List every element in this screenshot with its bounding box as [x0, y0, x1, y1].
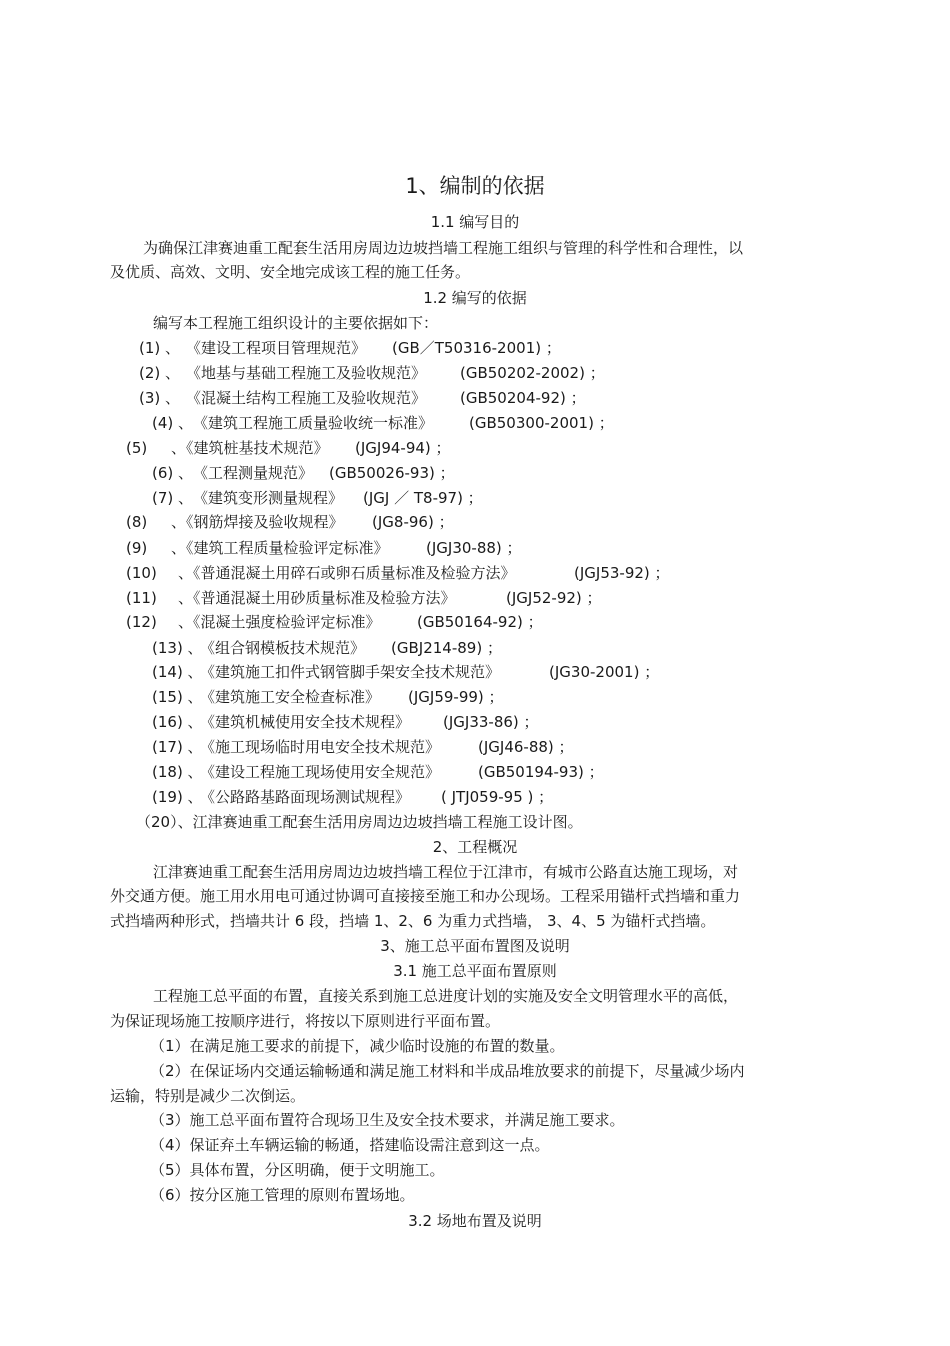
reference-title: 、《钢筋焊接及验收规程》: [171, 513, 344, 531]
reference-number: (11): [126, 589, 157, 607]
reference-title: 《建筑施工扣件式钢管脚手架安全技术规范》: [200, 663, 501, 681]
reference-code: (GB50026-93) ；: [329, 464, 455, 482]
purpose-line-2: 及优质、高效、文明、安全地完成该工程的施工任务。: [110, 263, 471, 281]
overview-line-2: 外交通方便。施工用水用电可通过协调可直接接至施工和办公现场。工程采用锚杆式挡墙和重力: [110, 887, 741, 905]
reference-code: (JG8-96) ；: [372, 513, 454, 531]
reference-code: (JGJ33-86) ；: [443, 713, 539, 731]
principle-item-continued: 运输，特别是减少二次倒运。: [110, 1087, 306, 1105]
reference-number: (9): [126, 539, 148, 557]
reference-code: (JGJ ／ T8-97) ；: [363, 489, 483, 507]
principle-item: （2）在保证场内交通运输畅通和满足施工材料和半成品堆放要求的前提下，尽量减少场内: [150, 1062, 745, 1080]
reference-code: (JGJ94-94) ；: [355, 439, 451, 457]
reference-title: 《建筑机械使用安全技术规程》: [200, 713, 411, 731]
layout-intro-line-1: 工程施工总平面的布置，直接关系到施工总进度计划的实施及安全文明管理水平的高低，: [153, 987, 739, 1005]
reference-code: (JGJ46-88) ；: [478, 738, 574, 756]
reference-number: (14) 、: [152, 663, 203, 681]
reference-code: (GB50202-2002) ；: [460, 364, 605, 382]
heading-2: 2、工程概况: [432, 838, 518, 856]
reference-number: (3) 、: [139, 389, 181, 407]
principle-item: （3）施工总平面布置符合现场卫生及安全技术要求，并满足施工要求。: [150, 1111, 625, 1129]
section-1-1-title: 1.1 编写目的: [430, 213, 520, 231]
reference-code: (GB50300-2001) ；: [469, 414, 614, 432]
principle-item: （4）保证弃土车辆运输的畅通，搭建临设需注意到这一点。: [150, 1136, 550, 1154]
reference-code: (JG30-2001) ；: [549, 663, 660, 681]
reference-title: 《建筑施工安全检查标准》: [200, 688, 381, 706]
reference-number: (5): [126, 439, 148, 457]
reference-item-20: （20）、江津赛迪重工配套生活用房周边边坡挡墙工程施工设计图。: [136, 813, 583, 831]
reference-code: (GB50194-93) ；: [478, 763, 604, 781]
reference-number: (10): [126, 564, 157, 582]
reference-code: (GBJ214-89) ；: [391, 639, 502, 657]
reference-title: 《建筑工程施工质量验收统一标准》: [193, 414, 434, 432]
reference-number: (1) 、: [139, 339, 181, 357]
reference-title: 《公路路基路面现场测试规程》: [200, 788, 411, 806]
layout-intro-line-2: 为保证现场施工按顺序进行，将按以下原则进行平面布置。: [110, 1012, 501, 1030]
reference-title: 、《普通混凝土用碎石或卵石质量标准及检验方法》: [178, 564, 516, 582]
reference-number: (7) 、: [152, 489, 194, 507]
reference-code: (JGJ52-92) ；: [506, 589, 602, 607]
heading-1: 1、编制的依据: [405, 174, 545, 198]
reference-code: (GB／T50316-2001) ；: [392, 339, 561, 357]
reference-title: 、《建筑工程质量检验评定标准》: [171, 539, 389, 557]
reference-title: 、《普通混凝土用砂质量标准及检验方法》: [178, 589, 456, 607]
heading-3: 3、施工总平面布置图及说明: [380, 937, 570, 955]
reference-number: (13) 、: [152, 639, 203, 657]
reference-code: (GB50164-92) ；: [417, 613, 543, 631]
reference-number: (17) 、: [152, 738, 203, 756]
reference-title: 、《混凝土强度检验评定标准》: [178, 613, 381, 631]
reference-number: (4) 、: [152, 414, 194, 432]
section-1-2-title: 1.2 编写的依据: [423, 289, 527, 307]
reference-title: 《建设工程项目管理规范》: [186, 339, 367, 357]
principle-item: （5）具体布置，分区明确，便于文明施工。: [150, 1161, 445, 1179]
reference-title: 《工程测量规范》: [193, 464, 314, 482]
reference-code: (JGJ30-88) ；: [426, 539, 522, 557]
basis-intro: 编写本工程施工组织设计的主要依据如下：: [153, 314, 439, 332]
reference-title: 《地基与基础工程施工及验收规范》: [186, 364, 427, 382]
principle-item: （1）在满足施工要求的前提下，减少临时设施的布置的数量。: [150, 1037, 565, 1055]
reference-title: 《混凝土结构工程施工及验收规范》: [186, 389, 427, 407]
principle-item: （6）按分区施工管理的原则布置场地。: [150, 1186, 415, 1204]
purpose-line-1: 为确保江津赛迪重工配套生活用房周边边坡挡墙工程施工组织与管理的科学性和合理性，以: [143, 239, 744, 257]
reference-code: (JGJ59-99) ；: [408, 688, 504, 706]
reference-code: (GB50204-92) ；: [460, 389, 586, 407]
reference-title: 《施工现场临时用电安全技术规范》: [200, 738, 441, 756]
reference-title: 《组合钢模板技术规范》: [200, 639, 366, 657]
reference-title: 《建筑变形测量规程》: [193, 489, 344, 507]
reference-number: (19) 、: [152, 788, 203, 806]
reference-code: ( JTJ059-95 ) ；: [441, 788, 554, 806]
reference-number: (8): [126, 513, 148, 531]
reference-number: (6) 、: [152, 464, 194, 482]
reference-number: (12): [126, 613, 157, 631]
overview-line-1: 江津赛迪重工配套生活用房周边边坡挡墙工程位于江津市，有城市公路直达施工现场，对: [153, 863, 739, 881]
section-3-1-title: 3.1 施工总平面布置原则: [393, 962, 557, 980]
section-3-2-title: 3.2 场地布置及说明: [408, 1212, 542, 1230]
reference-number: (16) 、: [152, 713, 203, 731]
reference-title: 《建设工程施工现场使用安全规范》: [200, 763, 441, 781]
overview-line-3: 式挡墙两种形式，挡墙共计 6 段，挡墙 1、2、6 为重力式挡墙， 3、4、5 为锚杆式挡墙。: [110, 912, 716, 930]
reference-code: (JGJ53-92) ；: [574, 564, 670, 582]
reference-title: 、《建筑桩基技术规范》: [171, 439, 329, 457]
reference-number: (18) 、: [152, 763, 203, 781]
reference-number: (15) 、: [152, 688, 203, 706]
reference-number: (2) 、: [139, 364, 181, 382]
